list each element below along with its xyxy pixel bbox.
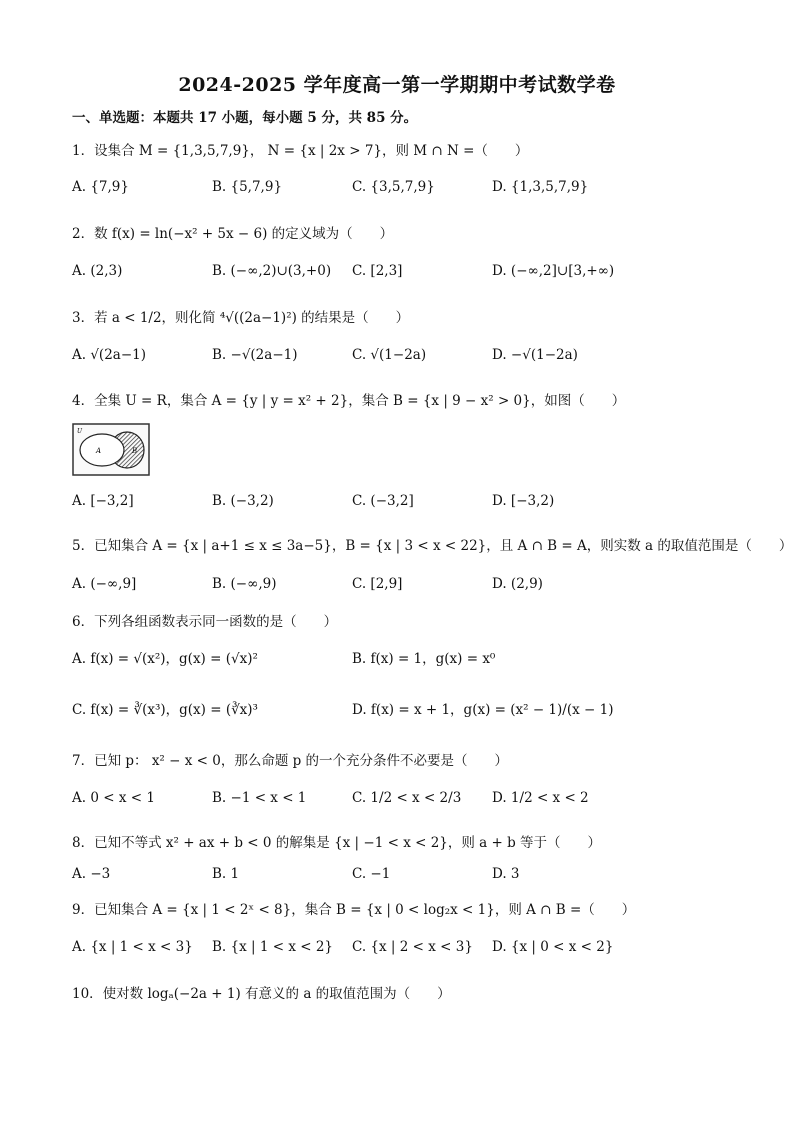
question-6-stem: 6．下列各组函数表示同一函数的是（ ） (72, 614, 338, 630)
q7-option-c: C. 1/2 < x < 2/3 (352, 790, 462, 806)
q9-option-c: C. {x | 2 < x < 3} (352, 939, 473, 955)
q1-option-c: C. {3,5,7,9} (352, 179, 435, 195)
q5-option-d: D. (2,9) (492, 576, 543, 592)
venn-label-b: B (132, 447, 138, 455)
q1-option-b: B. {5,7,9} (212, 179, 283, 195)
venn-diagram (72, 423, 150, 476)
section-heading: 一、单选题：本题共 17 小题，每小题 5 分，共 85 分。 (72, 110, 418, 126)
q6-option-d: D. f(x) = x + 1，g(x) = (x² − 1)/(x − 1) (352, 702, 614, 718)
q2-option-b: B. (−∞,2)∪(3,+0) (212, 263, 332, 279)
q4-option-c: C. (−3,2] (352, 493, 414, 509)
q7-option-a: A. 0 < x < 1 (72, 790, 155, 806)
q8-option-c: C. −1 (352, 866, 391, 882)
q2-option-c: C. [2,3] (352, 263, 403, 279)
q9-option-d: D. {x | 0 < x < 2} (492, 939, 614, 955)
question-9-stem: 9．已知集合 A = {x | 1 < 2ˣ < 8}，集合 B = {x | 0 < log₂x < 1}，则 A ∩ B =（ ） (72, 902, 636, 918)
question-5-stem: 5．已知集合 A = {x | a+1 ≤ x ≤ 3a−5}，B = {x | 3 < x < 22}，且 A ∩ B = A，则实数 a 的取值范围是（ ） (72, 538, 793, 554)
q6-option-a: A. f(x) = √(x²)，g(x) = (√x)² (72, 651, 258, 667)
q2-option-d: D. (−∞,2]∪[3,+∞) (492, 263, 615, 279)
q8-option-b: B. 1 (212, 866, 240, 882)
q5-option-a: A. (−∞,9] (72, 576, 137, 592)
question-1-stem: 1．设集合 M = {1,3,5,7,9}， N = {x | 2x > 7}，则 M ∩ N =（ ） (72, 143, 529, 159)
q3-option-a: A. √(2a−1) (72, 347, 147, 363)
venn-label-a: A (96, 447, 102, 455)
q7-option-b: B. −1 < x < 1 (212, 790, 307, 806)
q2-option-a: A. (2,3) (72, 263, 123, 279)
q8-option-a: A. −3 (72, 866, 111, 882)
q1-option-a: A. {7,9} (72, 179, 129, 195)
q8-option-d: D. 3 (492, 866, 520, 882)
q9-option-a: A. {x | 1 < x < 3} (72, 939, 193, 955)
question-10-stem: 10．使对数 logₐ(−2a + 1) 有意义的 a 的取值范围为（ ） (72, 986, 451, 1002)
q6-option-b: B. f(x) = 1，g(x) = x⁰ (352, 651, 496, 667)
q4-option-b: B. (−3,2) (212, 493, 274, 509)
q5-option-c: C. [2,9] (352, 576, 403, 592)
q5-option-b: B. (−∞,9) (212, 576, 277, 592)
q6-option-c: C. f(x) = ∛(x³)，g(x) = (∛x)³ (72, 702, 258, 718)
question-3-stem: 3．若 a < 1/2，则化简 ⁴√((2a−1)²) 的结果是（ ） (72, 310, 410, 326)
question-4-stem: 4．全集 U = R，集合 A = {y | y = x² + 2}，集合 B = {x | 9 − x² > 0}，如图（ ） (72, 393, 626, 409)
exam-title: 2024-2025 学年度高一第一学期期中考试数学卷 (178, 74, 616, 96)
q7-option-d: D. 1/2 < x < 2 (492, 790, 589, 806)
q3-option-d: D. −√(1−2a) (492, 347, 578, 363)
question-8-stem: 8．已知不等式 x² + ax + b < 0 的解集是 {x | −1 < x < 2}，则 a + b 等于（ ） (72, 835, 602, 851)
venn-label-u: U (77, 428, 83, 435)
question-2-stem: 2．数 f(x) = ln(−x² + 5x − 6) 的定义域为（ ） (72, 226, 394, 242)
q3-option-b: B. −√(2a−1) (212, 347, 298, 363)
q1-option-d: D. {1,3,5,7,9} (492, 179, 589, 195)
set-a-ellipse (80, 434, 124, 466)
q4-option-a: A. [−3,2] (72, 493, 134, 509)
q4-option-d: D. [−3,2) (492, 493, 555, 509)
q3-option-c: C. √(1−2a) (352, 347, 427, 363)
q9-option-b: B. {x | 1 < x < 2} (212, 939, 334, 955)
question-7-stem: 7．已知 p： x² − x < 0，那么命题 p 的一个充分条件不必要是（ ） (72, 753, 509, 769)
